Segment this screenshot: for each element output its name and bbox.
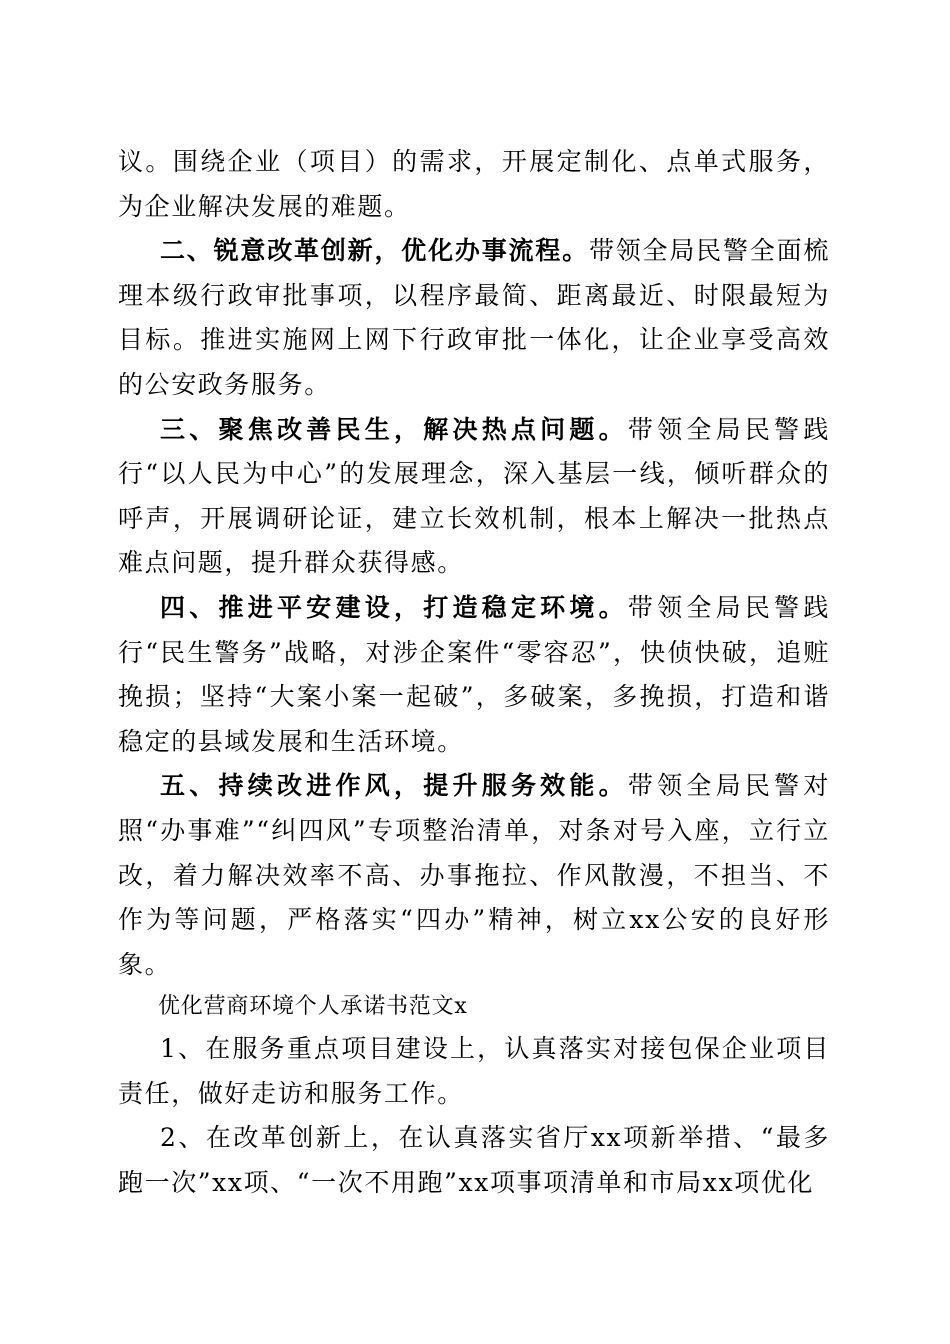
intro-paragraph: 议。围绕企业（项目）的需求，开展定制化、点单式服务，为企业解决发展的难题。 (118, 147, 830, 221)
section-paragraph-2 (118, 229, 830, 407)
section-body-5: 带领全局民警对照“办事难”“纠四风”专项整治清单，对条对号入座，立行立改，着力解决效率不高、办事拖拉、作风散漫，不担当、不作为等问题，严格落实“四办”精神，树立xx公安的良好形象。 (118, 771, 830, 979)
section-body-4: 带领全局民警践行“民生警务”战略，对涉企案件“零容忍”，快侦快破，追赃挽损；坚持“大案小案一起破”，多破案，多挽损，打造和谐稳定的县域发展和生活环境。 (118, 592, 830, 756)
section-paragraph-5 (118, 764, 830, 987)
list-item-1: 1、在服务重点项目建设上，认真落实对接包保企业项目责任，做好走访和服务工作。 (118, 1034, 830, 1108)
section-paragraph-3 (118, 408, 830, 586)
section-paragraph-4 (118, 586, 830, 764)
section-heading-2: 二、锐意改革创新，优化办事流程。 (160, 236, 589, 266)
section-heading-5: 五、持续改进作风，提升服务效能。 (160, 771, 628, 801)
section-body-2: 带领全局民警全面梳理本级行政审批事项，以程序最简、距离最近、时限最短为目标。推进实施网上网下行政审批一体化，让企业享受高效的公安政务服务。 (118, 236, 830, 399)
document-body (118, 140, 830, 1206)
subtitle: 优化营商环境个人承诺书范文x (158, 994, 468, 1020)
section-heading-3: 三、聚焦改善民生，解决热点问题。 (160, 414, 628, 444)
section-heading-4: 四、推进平安建设，打造稳定环境。 (160, 592, 628, 622)
list-item-2: 2、在改革创新上，在认真落实省厅xx项新举措、“最多跑一次”xx项、“一次不用跑”xx项事项清单和市局xx项优化 (118, 1123, 830, 1198)
section-body-3: 带领全局民警践行“以人民为中心”的发展理念，深入基层一线，倾听群众的呼声，开展调研论证，建立长效机制，根本上解决一批热点难点问题，提升群众获得感。 (118, 414, 830, 578)
